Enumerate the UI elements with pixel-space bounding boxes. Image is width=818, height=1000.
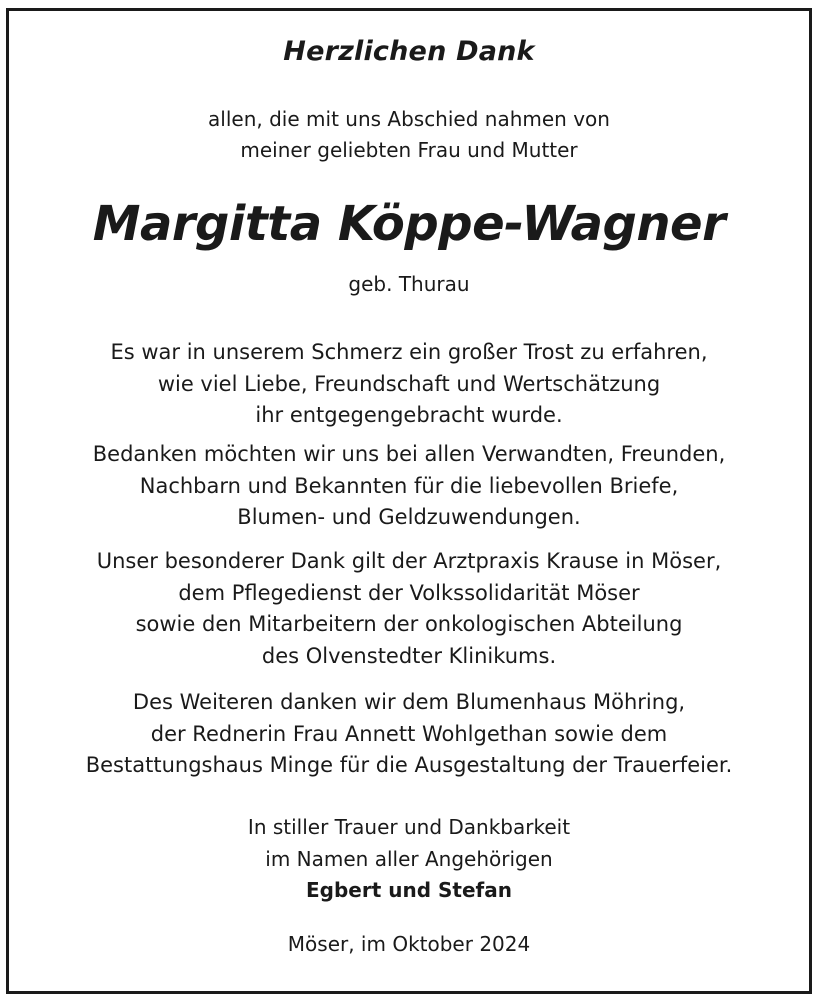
paragraph-line: Des Weiteren danken wir dem Blumenhaus Möhring, [132, 690, 686, 714]
intro-line: allen, die mit uns Abschied nahmen von [208, 107, 610, 131]
notice-heading: Herzlichen Dank [283, 36, 535, 67]
paragraph-line: des Olvenstedter Klinikums. [261, 643, 557, 668]
paragraph-line: Unser besonderer Dank gilt der Arztpraxis Krause in Möser, [96, 549, 722, 573]
paragraph-thanks-relatives [0, 439, 818, 534]
deceased-name: Margitta Köppe-Wagner [92, 196, 726, 252]
paragraph-line: wie viel Liebe, Freundschaft und Wertschätzung [157, 371, 661, 396]
intro-line: meiner geliebten Frau und Mutter [240, 138, 578, 162]
paragraph-line: sowie den Mitarbeitern der onkologischen Abteilung [135, 612, 683, 636]
place-date: Möser, im Oktober 2024 [287, 932, 531, 956]
signers: Egbert und Stefan [306, 878, 512, 902]
paragraph-line: Blumen- und Geldzuwendungen. [237, 505, 581, 529]
closing-block [0, 812, 818, 907]
paragraph-line: Bedanken möchten wir uns bei allen Verwandten, Freunden, [92, 442, 726, 466]
paragraph-line: ihr entgegengebracht wurde. [255, 403, 563, 427]
paragraph-comfort [0, 337, 818, 432]
paragraph-line: dem Pflegedienst der Volkssolidarität Möser [178, 580, 640, 605]
paragraph-thanks-ceremony [0, 687, 818, 782]
paragraph-line: Bestattungshaus Minge für die Ausgestaltung der Trauerfeier. [85, 753, 733, 777]
paragraph-line: Es war in unserem Schmerz ein großer Trost zu erfahren, [110, 340, 708, 364]
intro-text [0, 104, 818, 166]
closing-line: In stiller Trauer und Dankbarkeit [247, 815, 571, 839]
maiden-name: geb. Thurau [348, 272, 470, 296]
closing-line: im Namen aller Angehörigen [265, 846, 553, 871]
paragraph-thanks-care [0, 546, 818, 672]
paragraph-line: der Rednerin Frau Annett Wohlgethan sowie dem [150, 721, 668, 746]
paragraph-line: Nachbarn und Bekannten für die liebevollen Briefe, [139, 473, 679, 498]
